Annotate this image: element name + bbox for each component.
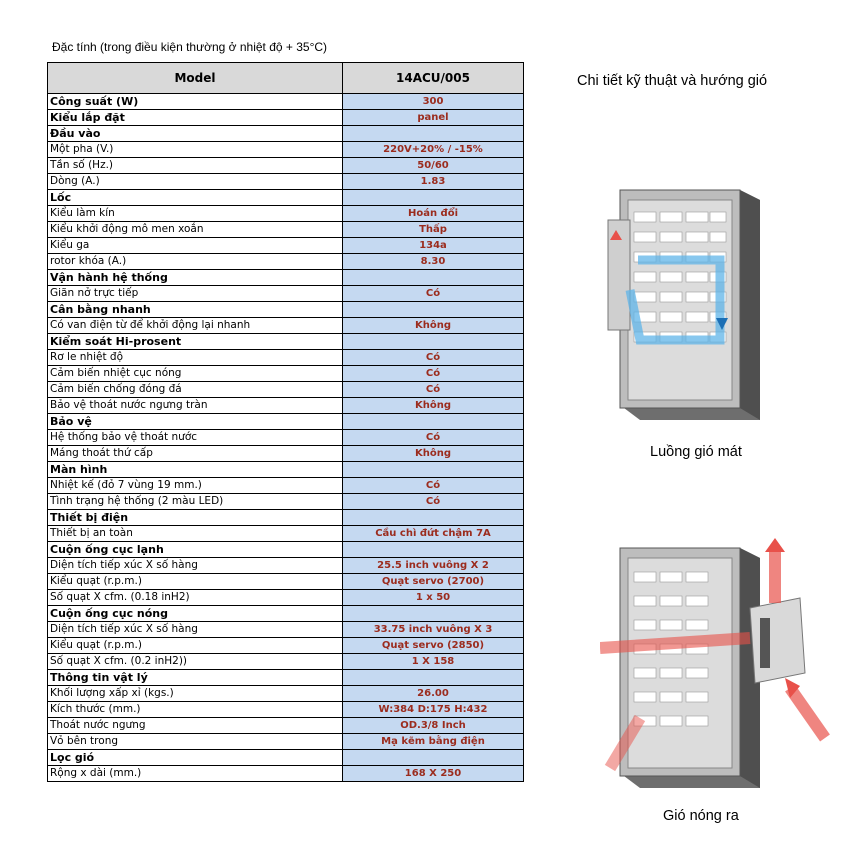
spec-label: Lốc — [48, 190, 343, 206]
spec-value — [343, 190, 524, 206]
section-row — [48, 750, 524, 766]
spec-label: rotor khóa (A.) — [48, 254, 343, 270]
spec-label: Kiểu khởi động mô men xoắn — [48, 222, 343, 238]
table-row — [48, 318, 524, 334]
spec-value: Không — [343, 446, 524, 462]
spec-label: Kích thước (mm.) — [48, 702, 343, 718]
spec-label: Diện tích tiếp xúc X số hàng — [48, 558, 343, 574]
spec-label: Kiểm soát Hi-prosent — [48, 334, 343, 350]
table-row — [48, 622, 524, 638]
spec-value — [343, 510, 524, 526]
spec-value — [343, 462, 524, 478]
spec-table — [47, 62, 524, 782]
spec-label: Dòng (A.) — [48, 174, 343, 190]
spec-label: Thiết bị an toàn — [48, 526, 343, 542]
spec-value: Không — [343, 318, 524, 334]
spec-label: Kiểu quạt (r.p.m.) — [48, 638, 343, 654]
table-row — [48, 734, 524, 750]
spec-label: Rơ le nhiệt độ — [48, 350, 343, 366]
table-row — [48, 494, 524, 510]
spec-value: 168 X 250 — [343, 766, 524, 782]
spec-label: Số quạt X cfm. (0.18 inH2) — [48, 590, 343, 606]
spec-value: Không — [343, 398, 524, 414]
table-row — [48, 222, 524, 238]
spec-value: Có — [343, 286, 524, 302]
spec-value: Có — [343, 366, 524, 382]
section-row — [48, 334, 524, 350]
table-caption: Đặc tính (trong điều kiện thường ở nhiệt độ + 35°C) — [52, 40, 328, 54]
right-title: Chi tiết kỹ thuật và hướng gió — [577, 73, 768, 89]
table-row — [48, 110, 524, 126]
caption-hot-air-out: Gió nóng ra — [663, 808, 739, 824]
spec-value: 1 x 50 — [343, 590, 524, 606]
table-row — [48, 206, 524, 222]
spec-value — [343, 270, 524, 286]
section-row — [48, 606, 524, 622]
spec-label: Cuộn ống cục nóng — [48, 606, 343, 622]
spec-label: Bảo vệ — [48, 414, 343, 430]
spec-value — [343, 414, 524, 430]
spec-value: 33.75 inch vuông X 3 — [343, 622, 524, 638]
section-row — [48, 190, 524, 206]
caption-cool-airflow: Luồng gió mát — [650, 444, 742, 460]
section-row — [48, 542, 524, 558]
spec-value: 134a — [343, 238, 524, 254]
spec-label: Rộng x dài (mm.) — [48, 766, 343, 782]
table-row — [48, 94, 524, 110]
spec-value: 8.30 — [343, 254, 524, 270]
table-row — [48, 590, 524, 606]
spec-value: Cầu chì đứt chậm 7A — [343, 526, 524, 542]
spec-value: 1.83 — [343, 174, 524, 190]
table-row — [48, 638, 524, 654]
section-row — [48, 670, 524, 686]
spec-label: Vận hành hệ thống — [48, 270, 343, 286]
spec-label: Khối lượng xấp xỉ (kgs.) — [48, 686, 343, 702]
spec-label: Màn hình — [48, 462, 343, 478]
table-row — [48, 574, 524, 590]
spec-value: panel — [343, 110, 524, 126]
spec-value: 50/60 — [343, 158, 524, 174]
table-row — [48, 158, 524, 174]
table-row — [48, 286, 524, 302]
table-row — [48, 254, 524, 270]
spec-label: Diện tích tiếp xúc X số hàng — [48, 622, 343, 638]
spec-label: Cảm biến chống đóng đá — [48, 382, 343, 398]
spec-value: Quạt servo (2850) — [343, 638, 524, 654]
spec-value: Có — [343, 494, 524, 510]
spec-label: Công suất (W) — [48, 94, 343, 110]
spec-table-body — [48, 94, 524, 782]
spec-value: Có — [343, 350, 524, 366]
section-row — [48, 302, 524, 318]
spec-label: Một pha (V.) — [48, 142, 343, 158]
spec-label: Máng thoát thứ cấp — [48, 446, 343, 462]
spec-label: Cân bằng nhanh — [48, 302, 343, 318]
spec-value: OD.3/8 Inch — [343, 718, 524, 734]
table-row — [48, 142, 524, 158]
spec-label: Bảo vệ thoát nước ngưng tràn — [48, 398, 343, 414]
section-row — [48, 126, 524, 142]
table-row — [48, 558, 524, 574]
table-row — [48, 478, 524, 494]
table-row — [48, 702, 524, 718]
spec-label: Cuộn ống cục lạnh — [48, 542, 343, 558]
table-row — [48, 526, 524, 542]
spec-value: Mạ kẽm bằng điện — [343, 734, 524, 750]
spec-label: Cảm biến nhiệt cục nóng — [48, 366, 343, 382]
table-header-row — [48, 63, 524, 94]
spec-label: Đầu vào — [48, 126, 343, 142]
table-row — [48, 430, 524, 446]
section-row — [48, 462, 524, 478]
table-row — [48, 446, 524, 462]
table-row — [48, 718, 524, 734]
header-model: Model — [48, 63, 343, 94]
spec-value: 300 — [343, 94, 524, 110]
spec-label: Thoát nước ngưng — [48, 718, 343, 734]
spec-label: Thiết bị điện — [48, 510, 343, 526]
section-row — [48, 270, 524, 286]
spec-value — [343, 334, 524, 350]
spec-label: Thông tin vật lý — [48, 670, 343, 686]
spec-value: 26.00 — [343, 686, 524, 702]
section-row — [48, 414, 524, 430]
cabinet-cool-airflow-image — [600, 180, 775, 425]
table-row — [48, 366, 524, 382]
table-row — [48, 350, 524, 366]
spec-value: Có — [343, 382, 524, 398]
spec-value — [343, 302, 524, 318]
table-row — [48, 238, 524, 254]
spec-value — [343, 606, 524, 622]
spec-label: Giãn nở trực tiếp — [48, 286, 343, 302]
spec-value: Có — [343, 430, 524, 446]
spec-label: Kiểu quạt (r.p.m.) — [48, 574, 343, 590]
spec-value: 220V+20% / -15% — [343, 142, 524, 158]
spec-value: 25.5 inch vuông X 2 — [343, 558, 524, 574]
spec-label: Vỏ bên trong — [48, 734, 343, 750]
spec-label: Tình trạng hệ thống (2 màu LED) — [48, 494, 343, 510]
spec-label: Lọc gió — [48, 750, 343, 766]
table-row — [48, 654, 524, 670]
spec-value: 1 X 158 — [343, 654, 524, 670]
spec-label: Kiểu lắp đặt — [48, 110, 343, 126]
spec-value: W:384 D:175 H:432 — [343, 702, 524, 718]
table-row — [48, 686, 524, 702]
spec-label: Có van điện từ để khởi động lại nhanh — [48, 318, 343, 334]
spec-value: Quạt servo (2700) — [343, 574, 524, 590]
spec-value — [343, 542, 524, 558]
cabinet-hot-airflow-image — [600, 538, 830, 793]
spec-value — [343, 126, 524, 142]
table-row — [48, 174, 524, 190]
table-row — [48, 766, 524, 782]
spec-value: Có — [343, 478, 524, 494]
spec-value: Thấp — [343, 222, 524, 238]
spec-label: Hệ thống bảo vệ thoát nước — [48, 430, 343, 446]
spec-label: Nhiệt kế (đỏ 7 vùng 19 mm.) — [48, 478, 343, 494]
spec-value: Hoán đổi — [343, 206, 524, 222]
spec-value — [343, 750, 524, 766]
section-row — [48, 510, 524, 526]
spec-value — [343, 670, 524, 686]
table-row — [48, 398, 524, 414]
spec-label: Kiểu làm kín — [48, 206, 343, 222]
spec-label: Tần số (Hz.) — [48, 158, 343, 174]
header-model-code: 14ACU/005 — [343, 63, 524, 94]
table-row — [48, 382, 524, 398]
spec-label: Số quạt X cfm. (0.2 inH2)) — [48, 654, 343, 670]
spec-label: Kiểu ga — [48, 238, 343, 254]
